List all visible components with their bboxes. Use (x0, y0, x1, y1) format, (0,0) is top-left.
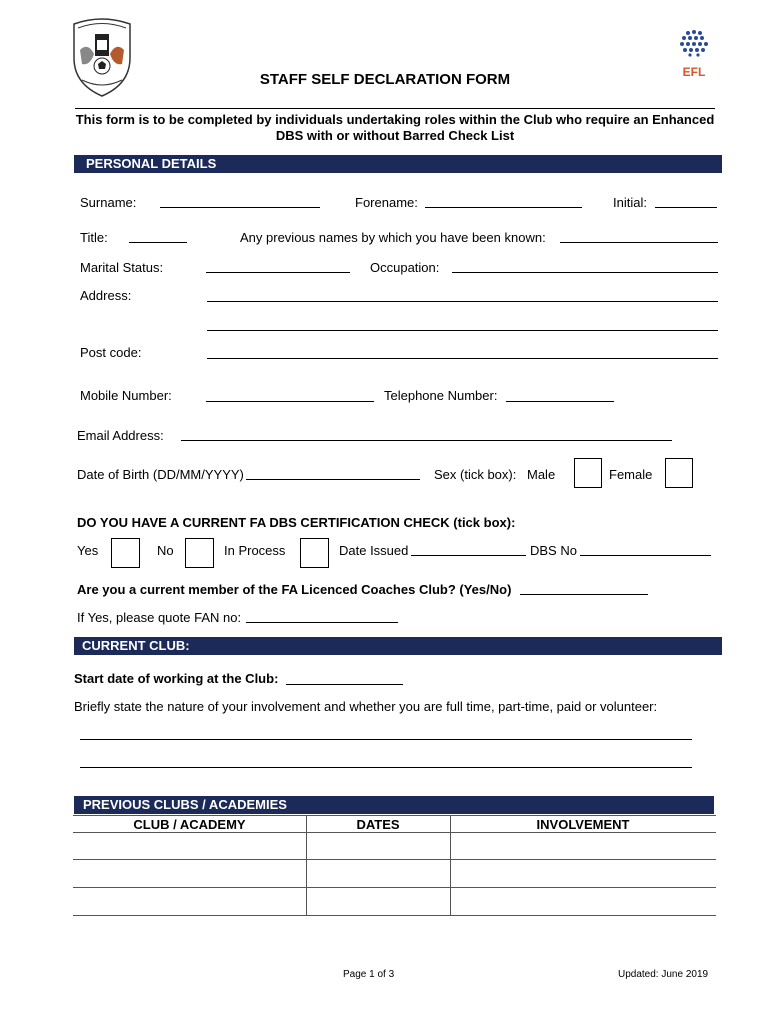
section-header-current-club: CURRENT CLUB: (74, 637, 722, 655)
section-header-personal-details: PERSONAL DETAILS (74, 155, 722, 173)
address-label: Address: (80, 288, 132, 303)
title-rule (75, 108, 715, 109)
table-row[interactable] (73, 833, 716, 859)
fan-field[interactable] (246, 622, 398, 623)
sex-label: Sex (tick box): (434, 467, 517, 482)
fan-label: If Yes, please quote FAN no: (77, 610, 242, 625)
telephone-field[interactable] (506, 401, 614, 402)
email-label: Email Address: (77, 428, 164, 443)
coaches-club-answer-field[interactable] (520, 594, 648, 595)
forename-field[interactable] (425, 207, 582, 208)
coaches-club-question: Are you a current member of the FA Licenced Coaches Club? (Yes/No) (77, 582, 512, 597)
column-header-dates: DATES (356, 817, 400, 832)
column-header-club: CLUB / ACADEMY (133, 817, 246, 832)
dbs-no-label: No (157, 543, 174, 558)
previous-names-label: Any previous names by which you have been known: (240, 230, 546, 245)
dbs-number-field[interactable] (580, 555, 711, 556)
date-issued-label: Date Issued (339, 543, 409, 558)
column-header-involvement: INVOLVEMENT (536, 817, 630, 832)
involvement-line-1[interactable] (80, 739, 692, 740)
intro-text: This form is to be completed by individuals undertaking roles within the Club who require an Enhanced (75, 112, 715, 127)
dbs-in-process-label: In Process (224, 543, 286, 558)
involvement-nature-label: Briefly state the nature of your involvement and whether you are full time, part-time, paid or volunteer: (74, 699, 658, 714)
efl-logo-text: EFL (682, 65, 706, 79)
post-code-label: Post code: (80, 345, 142, 360)
address-line-1[interactable] (207, 301, 718, 302)
email-field[interactable] (181, 440, 672, 441)
occupation-field[interactable] (452, 272, 718, 273)
previous-names-field[interactable] (560, 242, 718, 243)
occupation-label: Occupation: (370, 260, 440, 275)
marital-status-label: Marital Status: (80, 260, 164, 275)
start-date-label: Start date of working at the Club: (74, 671, 279, 686)
dob-label: Date of Birth (DD/MM/YYYY) (77, 467, 244, 482)
surname-label: Surname: (80, 195, 137, 210)
post-code-field[interactable] (207, 358, 718, 359)
female-label: Female (609, 467, 653, 482)
telephone-label: Telephone Number: (384, 388, 498, 403)
initial-label: Initial: (613, 195, 647, 210)
male-label: Male (527, 467, 556, 482)
male-checkbox[interactable] (574, 458, 602, 488)
intro-text-2: DBS with or without Barred Check List (275, 128, 515, 143)
title-field[interactable] (129, 242, 187, 243)
dbs-question: DO YOU HAVE A CURRENT FA DBS CERTIFICATION CHECK (tick box): (77, 515, 516, 530)
forename-label: Forename: (355, 195, 418, 210)
surname-field[interactable] (160, 207, 320, 208)
form-title: STAFF SELF DECLARATION FORM (259, 71, 511, 88)
dbs-yes-checkbox[interactable] (111, 538, 140, 568)
start-date-field[interactable] (286, 684, 403, 685)
address-line-2[interactable] (207, 330, 718, 331)
female-checkbox[interactable] (665, 458, 693, 488)
previous-clubs-table (73, 815, 716, 916)
dbs-no-checkbox[interactable] (185, 538, 214, 568)
table-row[interactable] (73, 860, 716, 887)
marital-status-field[interactable] (206, 272, 350, 273)
updated-date: Updated: June 2019 (618, 969, 709, 980)
section-header-previous-clubs: PREVIOUS CLUBS / ACADEMIES (74, 796, 714, 814)
initial-field[interactable] (655, 207, 717, 208)
date-issued-field[interactable] (411, 555, 526, 556)
involvement-line-2[interactable] (80, 767, 692, 768)
dbs-yes-label: Yes (77, 543, 99, 558)
mobile-field[interactable] (206, 401, 374, 402)
page-number: Page 1 of 3 (343, 969, 395, 980)
mobile-label: Mobile Number: (80, 388, 172, 403)
dbs-in-process-checkbox[interactable] (300, 538, 329, 568)
table-row[interactable] (73, 888, 716, 915)
title-label: Title: (80, 230, 108, 245)
dbs-number-label: DBS No (530, 543, 577, 558)
dob-field[interactable] (246, 479, 420, 480)
